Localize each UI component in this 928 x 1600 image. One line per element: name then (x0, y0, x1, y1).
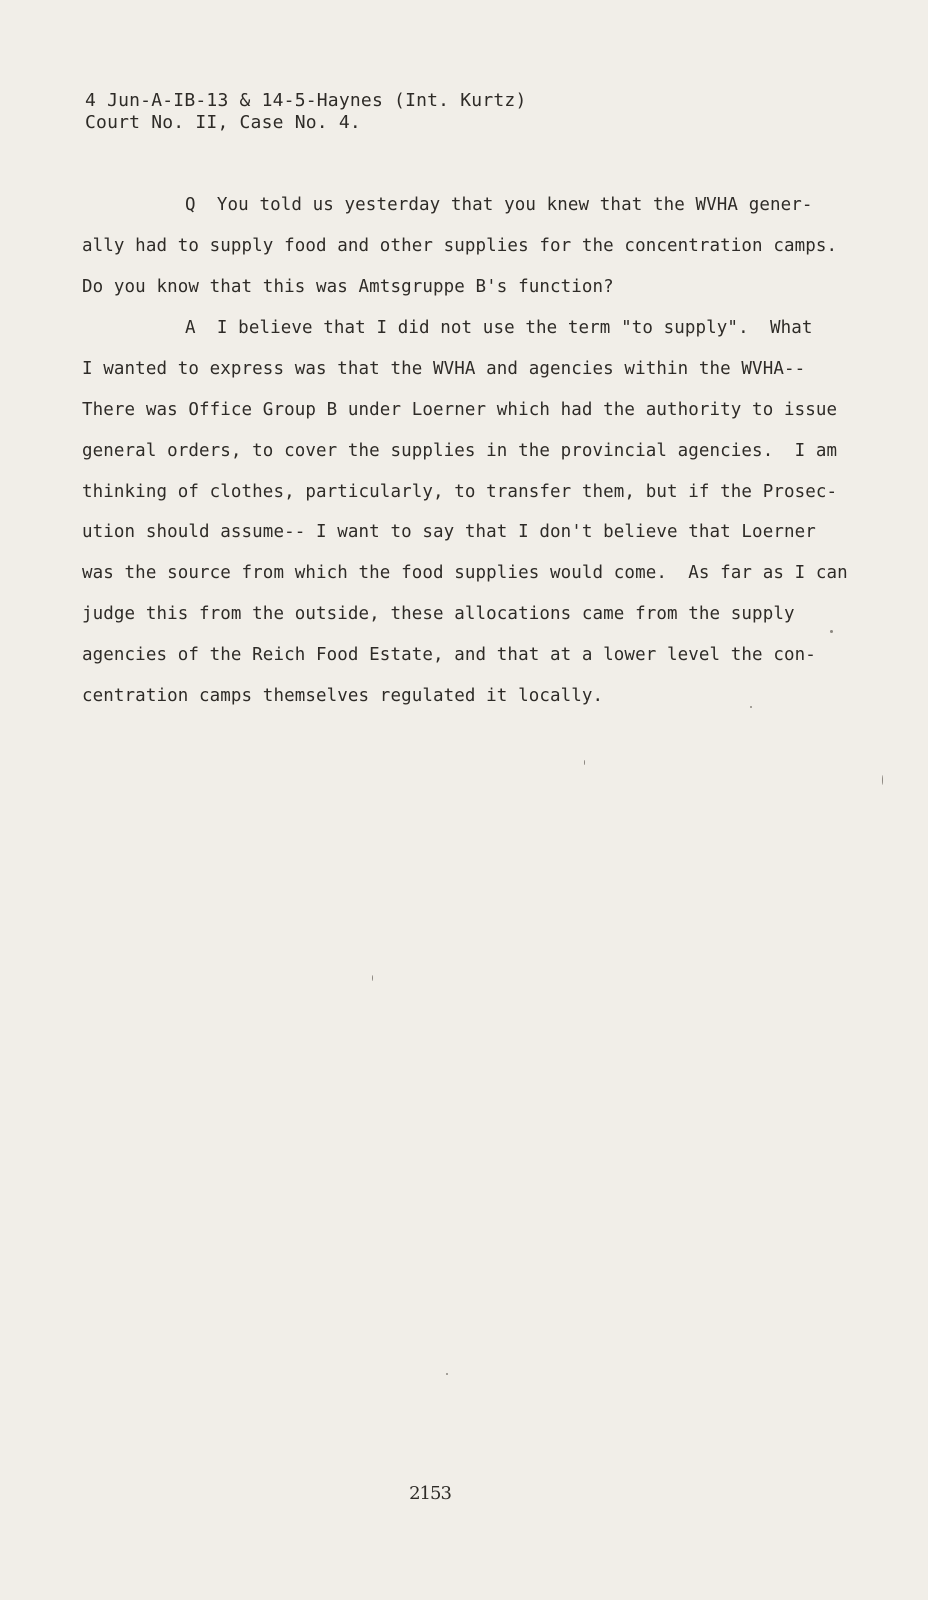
text-line: ally had to supply food and other supplies for the concentration camps. (82, 236, 838, 256)
paper-speck (372, 975, 373, 981)
header-session-line: 4 Jun-A-IB-13 & 14-5-Haynes (Int. Kurtz) (85, 90, 527, 111)
text-line: Do you know that this was Amtsgruppe B's function? (82, 277, 614, 297)
text-line: centration camps themselves regulated it locally. (82, 686, 604, 706)
text-line: general orders, to cover the supplies in the provincial agencies. I am (82, 441, 838, 461)
text-line: I wanted to express was that the WVHA and agencies within the WVHA-- (82, 359, 806, 379)
text-line: judge this from the outside, these allocations came from the supply (82, 604, 795, 624)
text-line: A I believe that I did not use the term "to supply". What (185, 318, 813, 338)
text-line: There was Office Group B under Loerner which had the authority to issue (82, 400, 838, 420)
text-line: agencies of the Reich Food Estate, and that at a lower level the con- (82, 645, 816, 665)
paper-speck (750, 706, 752, 708)
page-number: 2153 (409, 1483, 451, 1504)
text-line: was the source from which the food supplies would come. As far as I can (82, 563, 848, 583)
header-court-line: Court No. II, Case No. 4. (85, 112, 361, 133)
paper-speck (584, 760, 585, 765)
paper-speck (830, 630, 833, 633)
text-line: Q You told us yesterday that you knew that the WVHA gener- (185, 195, 813, 215)
paper-speck (882, 775, 883, 785)
text-line: ution should assume-- I want to say that I don't believe that Loerner (82, 522, 816, 542)
paper-speck (446, 1373, 448, 1375)
text-line: thinking of clothes, particularly, to transfer them, but if the Prosec- (82, 482, 838, 502)
